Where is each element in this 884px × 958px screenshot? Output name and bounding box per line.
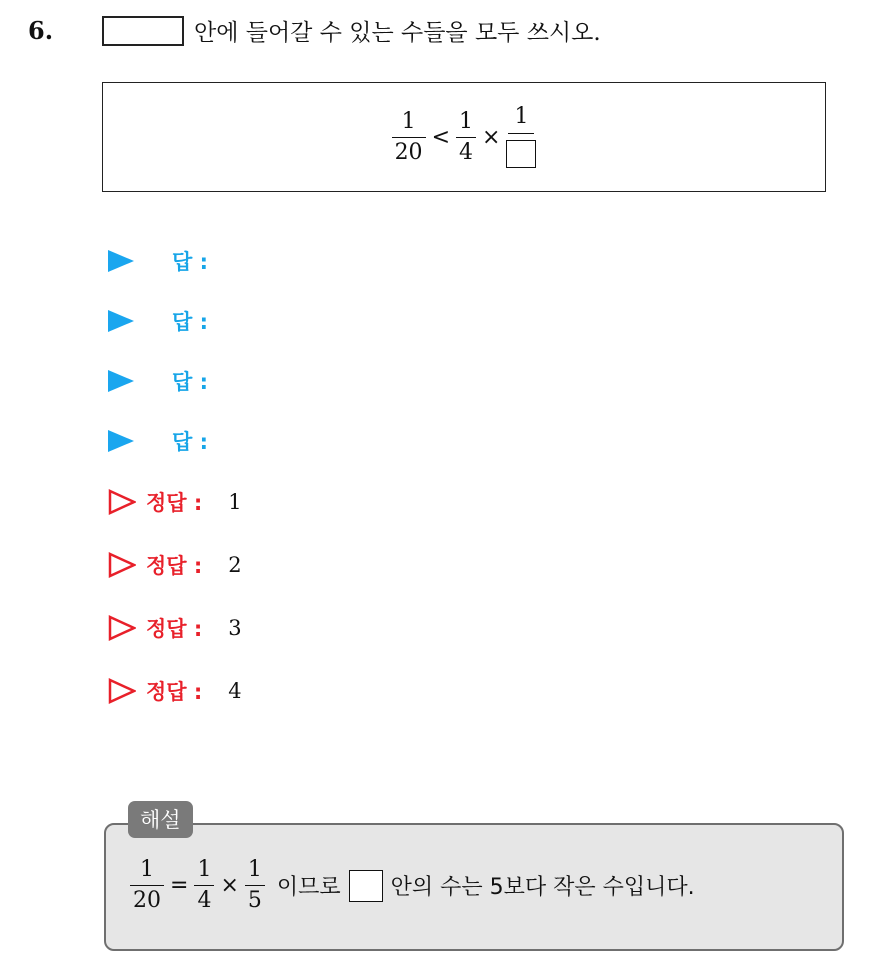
blank-box <box>102 16 184 46</box>
fraction-denominator: 20 <box>392 137 426 164</box>
play-triangle-icon <box>108 430 134 452</box>
fraction-left <box>392 108 426 165</box>
outline-triangle-icon <box>108 552 136 578</box>
correct-answer-row <box>108 487 242 517</box>
correct-answer-label: 정답 : <box>146 680 203 704</box>
outline-triangle-icon <box>108 678 136 704</box>
explanation-tag: 해설 <box>128 801 193 838</box>
correct-answer-value: 1 <box>228 490 242 514</box>
explanation-text-before: 이므로 <box>276 875 341 900</box>
answer-label: 답 : <box>172 430 208 454</box>
answer-row <box>108 246 208 276</box>
answer-label: 답 : <box>172 310 208 334</box>
fraction-denominator: 20 <box>130 885 164 912</box>
correct-answer-value: 3 <box>228 616 242 640</box>
correct-answer-value: 2 <box>228 553 242 577</box>
fraction-numerator: 1 <box>247 857 262 882</box>
correct-answer-label: 정답 : <box>146 554 203 578</box>
less-than-sign: < <box>431 124 450 150</box>
answer-label: 답 : <box>172 370 208 394</box>
fraction-numerator: 1 <box>401 108 416 134</box>
question-number: 6. <box>28 16 54 45</box>
fraction-middle <box>456 108 476 165</box>
answer-row <box>108 306 208 336</box>
question-text: 안에 들어갈 수 있는 수들을 모두 쓰시오. <box>194 20 601 46</box>
explanation-content <box>126 859 703 912</box>
question-line <box>28 14 601 47</box>
fraction-denominator: 4 <box>194 885 214 912</box>
outline-triangle-icon <box>108 615 136 641</box>
answer-row <box>108 366 208 396</box>
correct-answer-row <box>108 550 242 580</box>
answer-label: 답 : <box>172 250 208 274</box>
correct-answer-value: 4 <box>228 679 242 703</box>
correct-answer-label: 정답 : <box>146 617 203 641</box>
correct-answer-label: 정답 : <box>146 491 203 515</box>
fraction <box>245 859 265 912</box>
outline-triangle-icon <box>108 489 136 515</box>
correct-answer-row <box>108 676 242 706</box>
denominator-blank-box <box>506 140 536 168</box>
blank-box <box>349 870 383 902</box>
explanation-text-after: 안의 수는 5보다 작은 수입니다. <box>390 875 695 900</box>
equals-sign: = <box>170 873 189 898</box>
fraction-denominator: 4 <box>456 137 476 164</box>
play-triangle-icon <box>108 370 134 392</box>
fraction <box>194 859 214 912</box>
play-triangle-icon <box>108 310 134 332</box>
times-sign: × <box>482 124 501 150</box>
times-sign: × <box>220 873 239 898</box>
fraction-right <box>506 106 536 168</box>
fraction-numerator: 1 <box>508 106 534 134</box>
explanation-box <box>104 823 844 951</box>
play-triangle-icon <box>108 250 134 272</box>
fraction-numerator: 1 <box>197 857 212 882</box>
fraction-numerator: 1 <box>459 108 473 134</box>
fraction <box>130 859 164 912</box>
correct-answer-row <box>108 613 242 643</box>
answer-row <box>108 426 208 456</box>
fraction-denominator: 5 <box>245 885 265 912</box>
fraction-numerator: 1 <box>140 857 154 882</box>
formula-box <box>102 82 826 192</box>
